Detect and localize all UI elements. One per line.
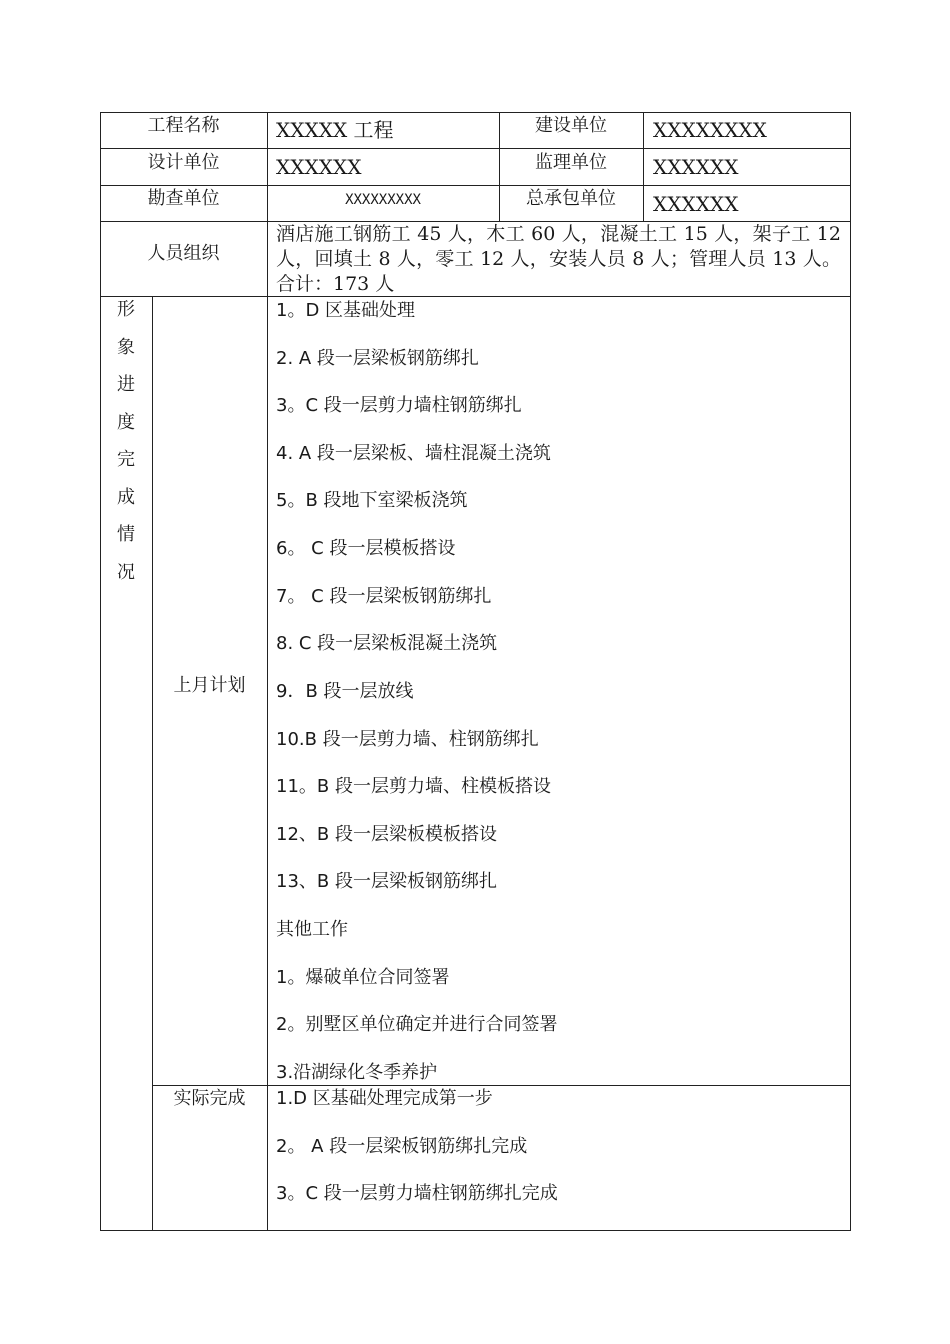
progress-title-char: 度 <box>117 411 135 433</box>
supervision-value: XXXXXX <box>653 155 739 179</box>
plan-item: 4. A 段一层梁板、墙柱混凝土浇筑 <box>276 443 551 464</box>
col-divider <box>267 112 268 1231</box>
plan-item: 6。 C 段一层模板搭设 <box>276 538 456 559</box>
actual-item: 3。C 段一层剪力墙柱钢筋绑扎完成 <box>276 1183 558 1204</box>
progress-title-char: 完 <box>117 449 135 470</box>
table-border-left <box>100 112 101 1231</box>
plan-item: 12、B 段一层梁板模板搭设 <box>276 824 497 845</box>
survey-label: 勘查单位 <box>147 188 220 209</box>
progress-title-char: 进 <box>117 374 135 395</box>
row-divider <box>152 1085 851 1086</box>
table-border-bottom <box>100 1230 851 1231</box>
client-label: 建设单位 <box>535 115 607 136</box>
table-border-right <box>850 112 851 1231</box>
plan-item: 1。爆破单位合同签署 <box>276 967 450 988</box>
actual-label: 实际完成 <box>173 1088 246 1109</box>
plan-item: 5。B 段地下室梁板浇筑 <box>276 490 468 511</box>
plan-item: 7。 C 段一层梁板钢筋绑扎 <box>276 586 492 607</box>
design-label: 设计单位 <box>147 152 220 173</box>
progress-title-char: 形 <box>117 299 135 320</box>
plan-item: 9．B 段一层放线 <box>276 681 414 702</box>
design-value: XXXXXX <box>276 155 362 179</box>
plan-item: 3.沿湖绿化冬季养护 <box>276 1062 438 1083</box>
col-divider <box>643 112 644 222</box>
contractor-value: XXXXXX <box>653 192 739 216</box>
plan-item: 3。C 段一层剪力墙柱钢筋绑扎 <box>276 395 522 416</box>
plan-item: 8. C 段一层梁板混凝土浇筑 <box>276 633 498 654</box>
progress-section-title <box>104 299 148 599</box>
progress-title-char: 象 <box>117 336 135 358</box>
progress-title-char: 情 <box>117 524 135 545</box>
contractor-label: 总承包单位 <box>526 188 616 209</box>
plan-item: 2。别墅区单位确定并进行合同签署 <box>276 1014 558 1035</box>
actual-item: 1.D 区基础处理完成第一步 <box>276 1088 493 1109</box>
progress-title-char: 况 <box>117 561 135 583</box>
supervision-label: 监理单位 <box>535 152 607 173</box>
table-border-top <box>100 112 851 113</box>
progress-title-char: 成 <box>117 486 135 508</box>
plan-label: 上月计划 <box>173 675 246 696</box>
row-divider <box>100 148 851 149</box>
row-divider <box>100 185 851 186</box>
actual-item: 2。 A 段一层梁板钢筋绑扎完成 <box>276 1136 528 1157</box>
survey-value: XXXXXXXXX <box>345 192 421 208</box>
staff-text: 酒店施工钢筋工 45 人，木工 60 人，混凝土工 15 人，架子工 12 人，回填土 8 人，零工 12 人，安装人员 8 人；管理人员 13 人。合计：173 人 <box>276 223 841 295</box>
client-value: XXXXXXXX <box>653 118 767 142</box>
plan-item: 2. A 段一层梁板钢筋绑扎 <box>276 348 479 369</box>
project-name-label: 工程名称 <box>147 115 220 136</box>
plan-item: 1。D 区基础处理 <box>276 300 416 321</box>
plan-item: 11。B 段一层剪力墙、柱模板搭设 <box>276 776 551 797</box>
staff-label: 人员组织 <box>147 243 220 264</box>
plan-item: 10.B 段一层剪力墙、柱钢筋绑扎 <box>276 729 539 750</box>
project-name-value: XXXXX 工程 <box>276 118 394 142</box>
plan-item: 其他工作 <box>276 919 348 940</box>
plan-item: 13、B 段一层梁板钢筋绑扎 <box>276 871 497 892</box>
